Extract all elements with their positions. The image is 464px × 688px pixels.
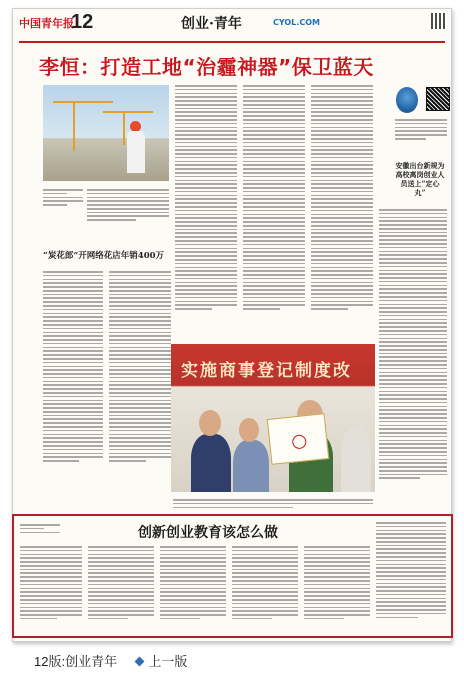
sidebar-logo-icon <box>396 87 418 113</box>
site-name: CYOL.COM <box>273 18 320 27</box>
diamond-icon <box>135 657 145 667</box>
construction-site-photo <box>43 85 169 181</box>
section-title: 创业·青年 <box>181 16 242 32</box>
right-column-text <box>379 209 447 481</box>
qr-code-icon <box>431 13 447 29</box>
middle-column-2 <box>243 85 305 312</box>
masthead <box>13 9 451 47</box>
highlighted-article-title[interactable]: 创新创业教育该怎么做 <box>138 525 278 541</box>
photo-banner-text: 实施商事登记制度改 <box>181 361 352 381</box>
highlighted-column-3 <box>160 546 226 622</box>
middle-column-1 <box>175 85 237 312</box>
photo-caption <box>173 499 373 510</box>
edition-number: 12 <box>71 11 94 33</box>
middle-column-3 <box>311 85 373 312</box>
page-label: 12版:创业青年 <box>34 654 118 669</box>
highlighted-column-5 <box>304 546 370 622</box>
sidebar-text <box>395 119 447 142</box>
highlighted-byline <box>20 524 60 535</box>
page-navigation <box>34 651 187 670</box>
registration-ceremony-photo <box>171 344 375 492</box>
left-column-text <box>43 189 83 208</box>
newspaper-logo: 中国青年报 <box>19 17 74 30</box>
secondary-headline: “炭花郎”开网络花店年销400万 <box>43 251 165 261</box>
article-column-2 <box>109 271 171 464</box>
sidebar-headline: 安徽出台新规为高校离岗创业人员送上“定心丸” <box>395 161 445 197</box>
previous-page-link[interactable]: 上一版 <box>148 654 188 669</box>
certificate <box>267 413 329 465</box>
left-column-text-2 <box>87 189 169 223</box>
highlighted-column-2 <box>88 546 154 622</box>
qr-code-icon <box>426 87 450 111</box>
highlighted-column-1 <box>20 546 82 622</box>
main-headline: 李恒：打造工地“治霾神器”保卫蓝天 <box>39 55 374 79</box>
highlighted-column-4 <box>232 546 298 622</box>
article-column-1 <box>43 271 103 464</box>
masthead-divider <box>19 41 445 43</box>
highlighted-column-6 <box>376 522 446 620</box>
